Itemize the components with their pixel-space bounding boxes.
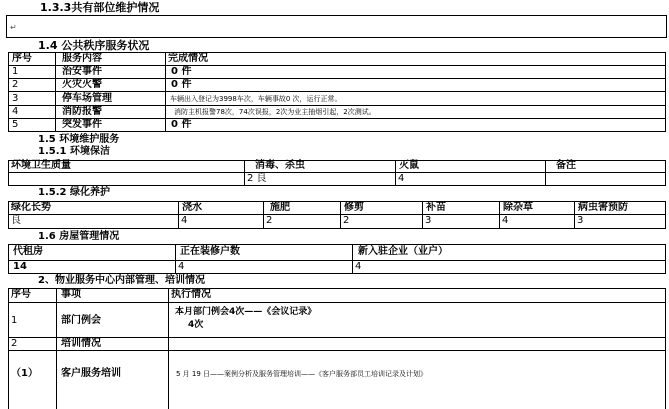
header-remark: 备注 (556, 160, 576, 171)
public-order-table: 序号 服务内容 完成情况 1 治安事件 0 件 2 火灾火警 0 件 3 停车场管理 车辆出入登记为3998车次，车辆事故0 次，运行正常。 4 消防报警 消防主机报警78次，74次误报，2次为业主抽烟引起，2次测试。 5 突发事件 0 件 (8, 52, 666, 132)
header-replant: 补苗 (426, 202, 446, 213)
section-1-6-title: 1.6 房屋管理情况 (38, 231, 120, 242)
header-watering: 浇水 (182, 202, 202, 213)
header-service: 服务内容 (62, 53, 102, 64)
header-rodent: 灭鼠 (399, 160, 419, 171)
header-execution: 执行情况 (171, 289, 211, 300)
header-hygiene: 环境卫生质量 (11, 160, 71, 171)
section-1-4-title: 1.4 公共秩序服务状况 (38, 39, 150, 52)
header-growth: 绿化长势 (11, 202, 51, 213)
cleaning-table: 环境卫生质量 消毒、杀虫 灭鼠 备注 2 良 4 (8, 160, 666, 186)
header-rental: 代租房 (13, 246, 43, 257)
header-no: 序号 (11, 289, 31, 300)
header-result: 完成情况 (168, 53, 208, 64)
section-1-5-title: 1.5 环境维护服务 (38, 134, 120, 145)
paragraph-mark: ↵ (10, 23, 17, 32)
internal-management-table: 序号 事项 执行情况 1 部门例会 本月部门例会4次——《会议记录》 4次 2 培训情况 （1） 客户服务培训 5 月 19 日——案例分析及服务管理培训——《客户服务部员工培训记录及计划》 (8, 288, 666, 409)
section-2-title: 2、物业服务中心内部管理、培训情况 (38, 275, 205, 286)
header-item: 事项 (61, 289, 81, 300)
header-pest: 病虫害预防 (578, 202, 628, 213)
section-1-5-1-title: 1.5.1 环境保洁 (38, 146, 110, 157)
maintenance-box (6, 15, 667, 38)
header-new-tenants: 新入驻企业（业户） (358, 246, 448, 257)
header-renovating: 正在装修户数 (180, 246, 240, 257)
header-prune: 修剪 (344, 202, 364, 213)
greening-table: 绿化长势 浇水 施肥 修剪 补苗 除杂草 病虫害预防 良 4 2 2 3 4 3 (8, 201, 666, 229)
header-weeding: 除杂草 (503, 202, 533, 213)
header-disinfect: 消毒、杀虫 (255, 160, 305, 171)
section-1-3-3-title: 1.3.3共有部位维护情况 (40, 1, 160, 14)
header-no: 序号 (12, 53, 32, 64)
header-fertilize: 施肥 (270, 202, 290, 213)
section-1-5-2-title: 1.5.2 绿化养护 (38, 187, 110, 198)
housing-table: 代租房 正在装修户数 新入驻企业（业户） 14 4 4 (8, 244, 666, 274)
